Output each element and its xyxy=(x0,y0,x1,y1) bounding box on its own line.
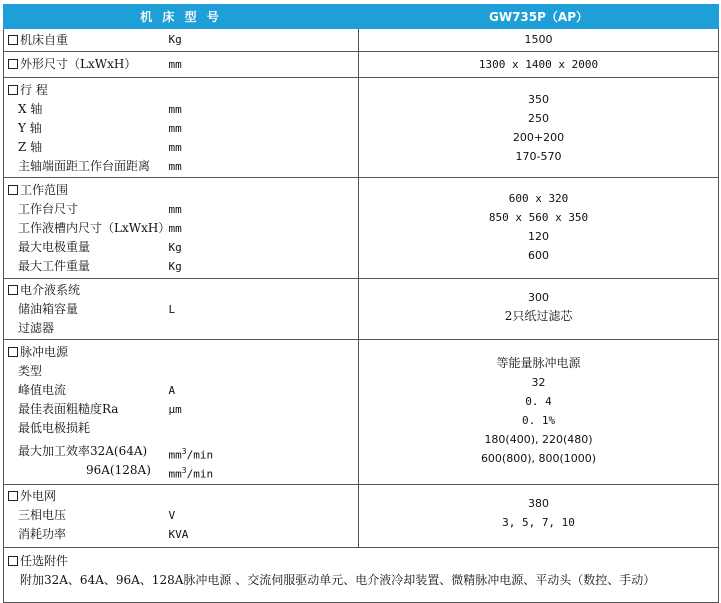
work-table-unit: mm xyxy=(168,203,182,216)
travel-z-unit: mm xyxy=(168,141,182,154)
weight-unit: Kg xyxy=(168,33,182,46)
options-title: 任选附件 xyxy=(20,554,69,568)
power-voltage-label: 三相电压 xyxy=(18,508,67,522)
header-row xyxy=(4,5,719,29)
travel-z-label: Z 轴 xyxy=(18,140,43,154)
travel-spindle-value: 170-570 xyxy=(515,150,562,163)
work-table-value: 600 x 320 xyxy=(508,192,569,205)
travel-x-label: X 轴 xyxy=(18,102,43,116)
row-pulse xyxy=(4,340,719,485)
work-table-label: 工作台尺寸 xyxy=(18,202,79,216)
travel-spindle-label: 主轴端面距工作台面距离 xyxy=(18,159,151,173)
size-unit: mm xyxy=(168,58,182,71)
power-consumption-value: 3, 5, 7, 10 xyxy=(502,516,575,529)
work-electrode-label: 最大电极重量 xyxy=(18,240,91,254)
pulse-ra-label: 最佳表面粗糙度Ra xyxy=(18,402,119,416)
fluid-title: 电介液系统 xyxy=(20,283,81,297)
work-tank-unit: mm xyxy=(168,222,182,235)
work-piece-unit: Kg xyxy=(168,260,182,273)
pulse-wear-value: 0. 1% xyxy=(521,414,556,427)
pulse-type-value: 等能量脉冲电源 xyxy=(496,356,581,370)
fluid-filter-value: 2只纸过滤芯 xyxy=(504,309,573,323)
checkbox-icon xyxy=(8,347,18,357)
row-fluid xyxy=(4,279,719,340)
pulse-eff-label: 最大加工效率32A(64A) xyxy=(18,444,148,458)
spec-table xyxy=(3,4,719,603)
weight-value: 1500 xyxy=(524,33,553,46)
pulse-eff-unit: $mm^3/\min$ xyxy=(168,447,214,462)
pulse-ra-value: 0. 4 xyxy=(525,395,552,408)
travel-z-value: 200+200 xyxy=(512,131,565,144)
work-piece-label: 最大工件重量 xyxy=(18,259,91,273)
row-power xyxy=(4,485,719,548)
work-tank-value: 850 x 560 x 350 xyxy=(488,211,589,224)
row-travel xyxy=(4,78,719,178)
work-title: 工作范围 xyxy=(20,183,69,197)
checkbox-icon xyxy=(8,85,18,95)
pulse-peak-unit: A xyxy=(168,384,176,397)
size-value: 1300 x 1400 x 2000 xyxy=(478,58,599,71)
pulse-ra-unit: μm xyxy=(168,403,182,416)
checkbox-icon xyxy=(8,556,18,566)
fluid-tank-value: 300 xyxy=(528,291,550,304)
header-label: 机 床 型 号 xyxy=(4,5,359,29)
pulse-eff2-unit: $mm^3/\min$ xyxy=(168,466,214,481)
checkbox-icon xyxy=(8,35,18,45)
travel-title: 行 程 xyxy=(20,83,48,97)
pulse-eff2-value: 600(800), 800(1000) xyxy=(480,452,597,465)
pulse-eff-value: 180(400), 220(480) xyxy=(484,433,593,446)
work-electrode-unit: Kg xyxy=(168,241,182,254)
power-consumption-unit: KVA xyxy=(168,528,189,541)
power-title: 外电网 xyxy=(20,489,57,503)
travel-x-value: 350 xyxy=(528,93,550,106)
travel-x-unit: mm xyxy=(168,103,182,116)
power-voltage-unit: V xyxy=(168,509,176,522)
pulse-peak-value: 32 xyxy=(531,376,546,389)
spec-sheet xyxy=(3,4,718,596)
fluid-filter-unit xyxy=(164,319,359,338)
work-tank-label: 工作液槽内尺寸（LxWxH） xyxy=(18,221,171,235)
row-size xyxy=(4,52,719,78)
size-title: 外形尺寸（LxWxH） xyxy=(20,57,137,71)
work-electrode-value: 120 xyxy=(528,230,550,243)
travel-y-unit: mm xyxy=(168,122,182,135)
pulse-peak-label: 峰值电流 xyxy=(18,383,67,397)
checkbox-icon xyxy=(8,59,18,69)
travel-spindle-unit: mm xyxy=(168,160,182,173)
power-voltage-value: 380 xyxy=(528,497,550,510)
checkbox-icon xyxy=(8,185,18,195)
fluid-tank-unit: L xyxy=(168,303,176,316)
checkbox-icon xyxy=(8,491,18,501)
pulse-eff2-label: 96A(128A) xyxy=(86,463,151,477)
pulse-type-label: 类型 xyxy=(18,364,43,378)
fluid-tank-label: 储油箱容量 xyxy=(18,302,79,316)
pulse-wear-label: 最低电极损耗 xyxy=(18,421,91,435)
row-weight xyxy=(4,29,719,52)
pulse-title: 脉冲电源 xyxy=(20,345,69,359)
options-text: 附加32A、64A、96A、128A脉冲电源 、交流伺服驱动单元、电介液冷却装置、微精脉冲电源、平动头（数控、手动） xyxy=(20,573,656,587)
fluid-filter-label: 过滤器 xyxy=(18,321,55,335)
travel-y-value: 250 xyxy=(528,112,550,125)
work-piece-value: 600 xyxy=(528,249,550,262)
checkbox-icon xyxy=(8,285,18,295)
row-options xyxy=(4,548,719,603)
power-consumption-label: 消耗功率 xyxy=(18,527,67,541)
weight-title: 机床自重 xyxy=(20,33,69,47)
header-model: GW735P（AP） xyxy=(359,5,719,29)
travel-y-label: Y 轴 xyxy=(18,121,42,135)
row-work xyxy=(4,178,719,279)
